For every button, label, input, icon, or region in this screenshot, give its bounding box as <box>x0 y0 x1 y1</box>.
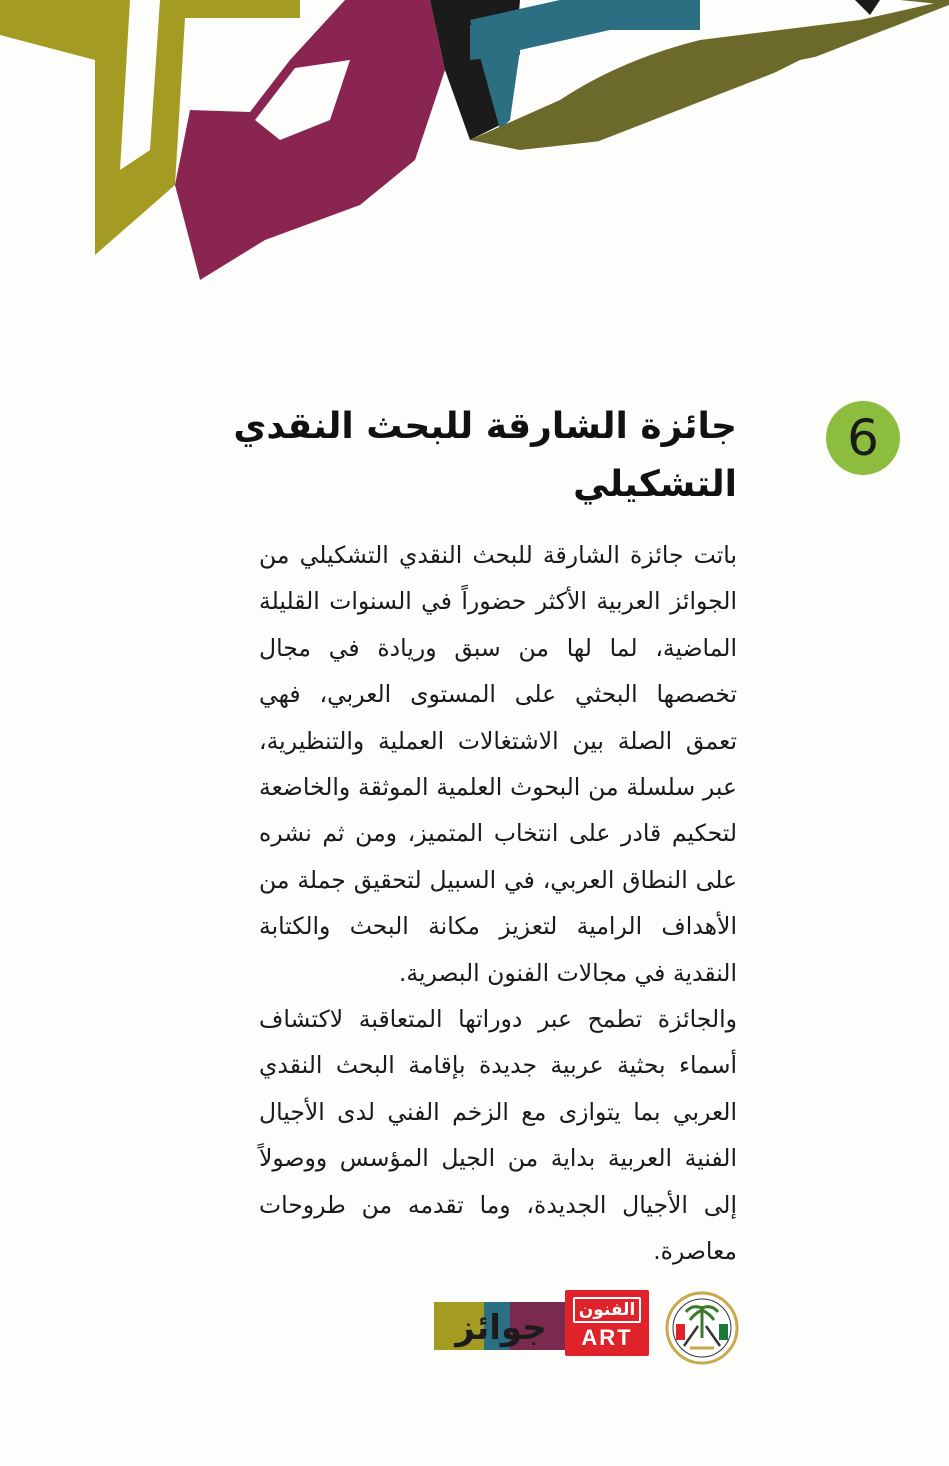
art-logo <box>565 1290 649 1356</box>
jawaez-logo <box>434 1302 574 1350</box>
logo-row <box>430 1290 740 1360</box>
body-text <box>259 532 737 1275</box>
chapter-number: 6 <box>847 409 879 467</box>
paragraph-2: والجائزة تطمح عبر دوراتها المتعاقبة لاكتشاف أسماء بحثية عربية جديدة بإقامة البحث النقدي العربي بما يتوازى مع الزخم الفني لدى الأجيال الفنية العربية بداية من الجيل المؤسس ووصولاً إلى الأجيال الجديدة، وما تقدمه من طروحات معاصرة. <box>259 1005 737 1266</box>
paragraph-1: باتت جائزة الشارقة للبحث النقدي التشكيلي من الجوائز العربية الأكثر حضوراً في السنوات القليلة الماضية، لما لها من سبق وريادة في مجال تخصصها البحثي على المستوى العربي، فهي تعمق الصلة بين الاشتغالات العملية والتنظيرية، عبر سلسلة من البحوث العلمية الموثقة والخاضعة لتحكيم قادر على انتخاب المتميز، ومن ثم نشره على النطاق العربي، في السبيل لتحقيق جملة من الأهداف الرامية لتعزيز مكانة البحث والكتابة النقدية في مجالات الفنون البصرية. <box>259 541 737 987</box>
jawaez-logo-text: جوائز <box>455 1308 547 1348</box>
page-title: جائزة الشارقة للبحث النقدي التشكيلي <box>233 406 737 505</box>
decorative-letter-banner <box>0 0 949 300</box>
art-logo-latin: ART <box>581 1324 633 1350</box>
chapter-number-badge <box>826 401 900 475</box>
art-logo-arabic: الفنون <box>573 1297 642 1323</box>
government-emblem-icon <box>664 1290 740 1366</box>
